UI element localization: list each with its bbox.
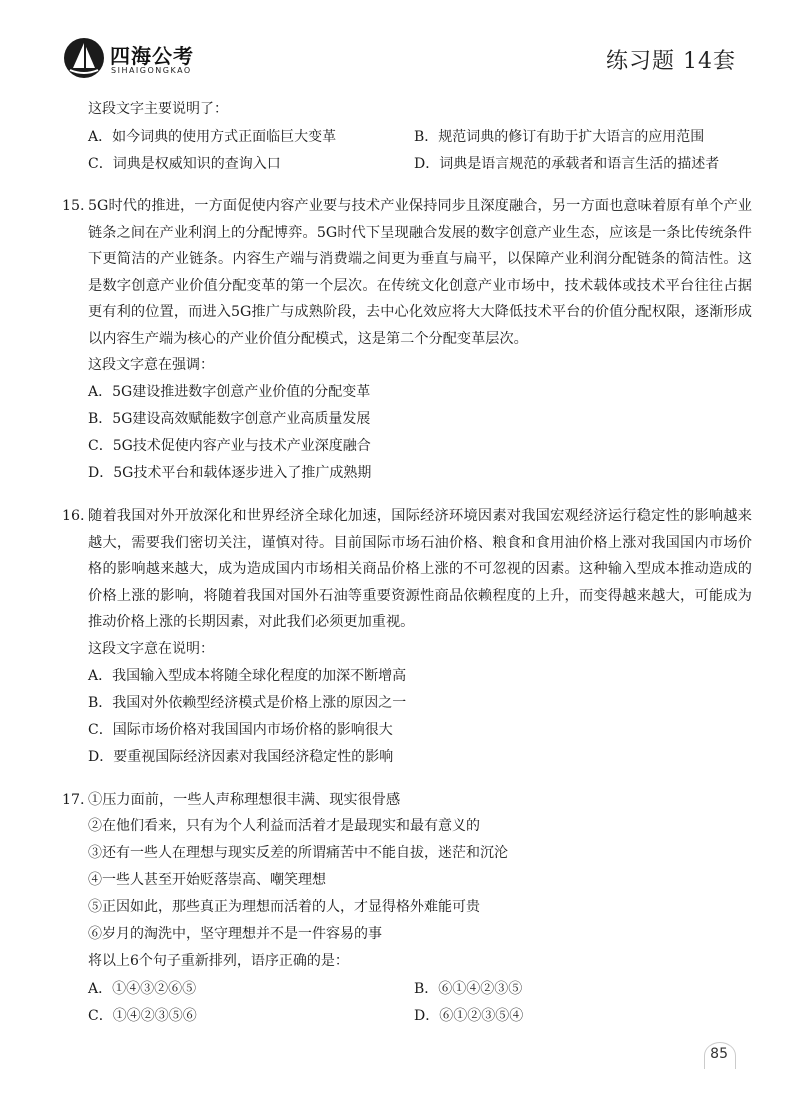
q14-option-d[interactable]: D．词典是语言规范的承载者和语言生活的描述者: [414, 155, 720, 172]
q17-option-c[interactable]: C．①④②③⑤⑥: [88, 1007, 197, 1024]
q17-options-row-1: [62, 975, 752, 1002]
q16-option-c[interactable]: C．国际市场价格对我国国内市场价格的影响很大: [88, 721, 393, 738]
q17-sentence-1-row: [62, 787, 752, 814]
q17-option-a[interactable]: A．①④③②⑥⑤: [88, 980, 197, 997]
q17-sentence-1: ①压力面前，一些人声称理想很丰满、现实很骨感: [88, 791, 401, 808]
exercise-set-label: 练习题 14套: [606, 49, 736, 74]
q14-option-a[interactable]: A．如今词典的使用方式正面临巨大变革: [88, 128, 337, 145]
page-header: [0, 0, 800, 100]
q16-option-a[interactable]: A．我国输入型成本将随全球化程度的加深不断增高: [88, 667, 407, 684]
q14-option-b[interactable]: B．规范词典的修订有助于扩大语言的应用范围: [414, 128, 705, 145]
q16-number: 16.: [62, 508, 85, 524]
q17-stem: 将以上6个句子重新排列，语序正确的是：: [88, 953, 349, 969]
question-content: [62, 96, 752, 1029]
q15-option-d[interactable]: D．5G技术平台和载体逐步进入了推广成熟期: [88, 465, 372, 481]
q16-option-d[interactable]: D．要重视国际经济因素对我国经济稳定性的影响: [88, 748, 394, 765]
q17-sentence-2: ②在他们看来，只有为个人利益而活着才是最现实和最有意义的: [88, 818, 480, 834]
q15-option-b[interactable]: B．5G建设高效赋能数字创意产业高质量发展: [88, 411, 371, 427]
brand-logo: [62, 36, 232, 80]
brand-name: 四海公考: [110, 44, 194, 68]
q14-options-row-2: [62, 150, 752, 177]
brand-subtitle: SIHAIGONGKAO: [111, 66, 192, 75]
page-number: 85: [710, 1046, 728, 1062]
q16-stem: 这段文字意在说明：: [88, 640, 214, 657]
q17-sentence-3: ③还有一些人在理想与现实反差的所谓痛苦中不能自拔，迷茫和沉沦: [88, 845, 508, 861]
q17-sentence-5: ⑤正因如此，那些真正为理想而活着的人，才显得格外难能可贵: [88, 899, 480, 915]
q17-option-d[interactable]: D．⑥①②③⑤④: [414, 1007, 524, 1024]
q17-options-row-2: [62, 1002, 752, 1029]
q16-passage: [62, 503, 752, 636]
q14-option-c[interactable]: C．词典是权威知识的查询入口: [88, 155, 281, 172]
q15-passage-text: 5G时代的推进，一方面促使内容产业要与技术产业保持同步且深度融合，另一方面也意味着原有单个产业链条之间在产业利润上的分配博弈。5G时代下呈现融合发展的数字创意产业生态，应该是一条比传统条件下更简洁的产业链条。内容生产端与消费端之间更为垂直与扁平，以保障产业利润分配链条的简洁性。这是数字创意产业价值分配变革的第一个层次。在传统文化创意产业市场中，技术载体或技术平台往往占据更有利的位置，而进入5G推广与成熟阶段，去中心化效应将大大降低技术平台的价值分配权限，逐渐形成以内容生产端为核心的产业价值分配模式，这是第二个分配变革层次。: [88, 198, 752, 347]
q15-stem: 这段文字意在强调：: [88, 357, 214, 373]
q15-passage: [62, 193, 752, 352]
q16-passage-text: 随着我国对外开放深化和世界经济全球化加速，国际经济环境因素对我国宏观经济运行稳定性的影响越来越大，需要我们密切关注，谨慎对待。目前国际市场石油价格、粮食和食用油价格上涨对我国国内市场价格的影响越来越大，成为造成国内市场相关商品价格上涨的不可忽视的因素。这种输入型成本推动造成的价格上涨的影响，将随着我国对国外石油等重要资源性商品依赖程度的上升，而变得越来越大，可能成为推动价格上涨的长期因素，对此我们必须更加重视。: [88, 508, 752, 630]
q16-option-b[interactable]: B．我国对外依赖型经济模式是价格上涨的原因之一: [88, 694, 407, 711]
q17-sentence-4: ④一些人甚至开始贬落崇高、嘲笑理想: [88, 872, 326, 888]
q17-option-b[interactable]: B．⑥①④②③⑤: [414, 980, 523, 997]
sailboat-logo-icon: [62, 36, 106, 80]
q15-number: 15.: [62, 198, 85, 214]
q14-options-row-1: [62, 123, 752, 150]
q14-stem: 这段文字主要说明了：: [88, 101, 228, 117]
q17-number: 17.: [62, 791, 85, 808]
q17-sentence-6: ⑥岁月的淘洗中，坚守理想并不是一件容易的事: [88, 926, 382, 942]
q15-option-a[interactable]: A．5G建设推进数字创意产业价值的分配变革: [88, 384, 371, 400]
q15-option-c[interactable]: C．5G技术促使内容产业与技术产业深度融合: [88, 438, 371, 454]
